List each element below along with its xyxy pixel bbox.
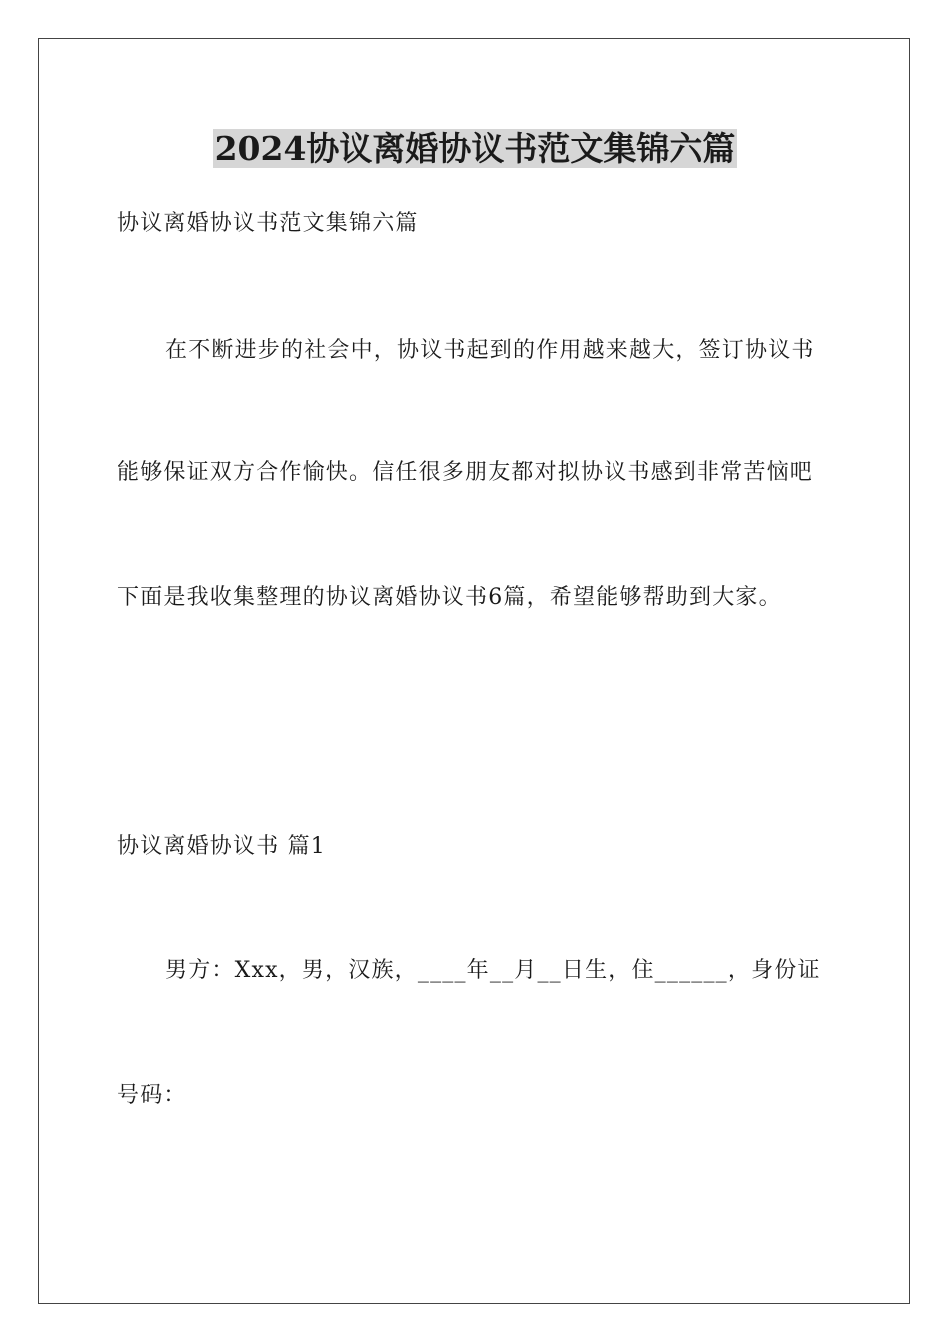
document-title-text: 2024协议离婚协议书范文集锦六篇 — [214, 129, 736, 168]
intro-paragraph-line-1: 在不断进步的社会中，协议书起到的作用越来越大，签订协议书 — [165, 338, 815, 363]
document-title — [0, 126, 950, 172]
intro-paragraph-line-2: 能够保证双方合作愉快。信任很多朋友都对拟协议书感到非常苦恼吧 — [117, 460, 814, 485]
body-paragraph-line-2: 号码： — [117, 1083, 187, 1108]
intro-paragraph-line-3: 下面是我收集整理的协议离婚协议书6篇，希望能够帮助到大家。 — [117, 585, 782, 610]
body-paragraph-line-1: 男方：Xxx，男，汉族，____年__月__日生，住______，身份证 — [165, 958, 821, 983]
section-heading: 协议离婚协议书 篇1 — [117, 834, 326, 859]
document-subtitle: 协议离婚协议书范文集锦六篇 — [117, 211, 419, 236]
